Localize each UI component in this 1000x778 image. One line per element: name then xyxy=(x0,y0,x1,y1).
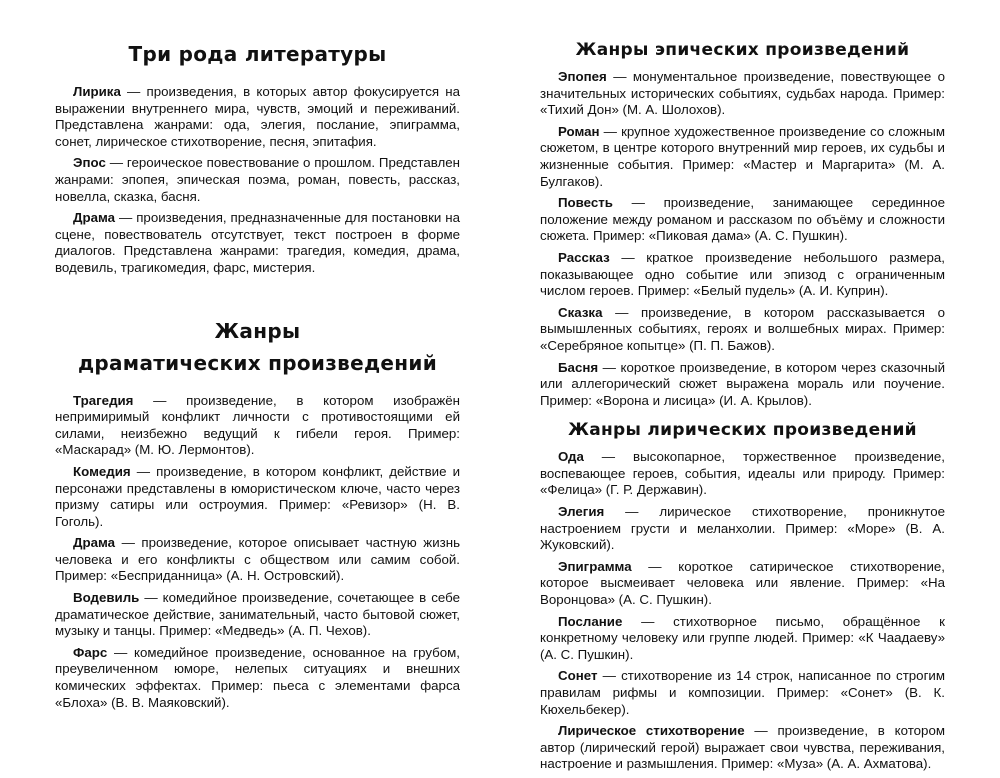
literature-genera-title: Три рода литературы xyxy=(128,42,387,66)
entry-term: Водевиль xyxy=(73,590,140,606)
lyric-genres-section xyxy=(540,449,945,773)
dramatic-genres-title-line2: драматических произведений xyxy=(77,350,438,375)
definition-entry xyxy=(540,250,945,300)
entry-term: Драма xyxy=(73,535,116,551)
entry-term: Комедия xyxy=(73,463,131,479)
entry-text: — героическое повествование о прошлом. Представлен жанрами: эпопея, эпическая поэма, роман, повесть, рассказ, новелла, сказка, басня. xyxy=(55,155,460,204)
lyric-genres-title: Жанры лирических произведений xyxy=(568,420,917,441)
entry-term: Лирическое стихотворение xyxy=(558,723,745,739)
definition-entry xyxy=(540,668,945,718)
entry-term: Фарс xyxy=(73,644,108,660)
left-page xyxy=(55,0,460,716)
epic-genres-title: Жанры эпических произведений xyxy=(575,40,910,60)
definition-entry xyxy=(540,124,945,190)
definition-entry xyxy=(540,360,945,410)
definition-entry xyxy=(55,393,460,459)
entry-text: — краткое произведение небольшого размера, показывающее одно событие или эпизод с ограниченным числом героев. Пример: «Белый пудель» (А. И. Куприн). xyxy=(540,249,945,299)
definition-entry xyxy=(540,723,945,773)
definition-entry xyxy=(55,464,460,530)
definition-entry xyxy=(55,535,460,585)
entry-term: Элегия xyxy=(558,504,605,520)
definition-entry xyxy=(55,210,460,276)
definition-entry xyxy=(540,69,945,119)
definition-entry xyxy=(540,305,945,355)
entry-text: — произведение, в котором автор (лирический герой) выражает свои чувства, переживания, настроение и размышления. Пример: «Муза» (А. А. Ахматова). xyxy=(540,723,945,772)
entry-term: Сказка xyxy=(558,304,603,320)
definition-entry xyxy=(540,559,945,609)
entry-text: — высокопарное, торжественное произведение, воспевающее героев, события, идеалы или природу. Пример: «Фелица» (Г. Р. Державин). xyxy=(540,449,945,498)
definition-entry xyxy=(540,614,945,664)
entry-text: — произведение, в котором изображён непримиримый конфликт личности с противостоящими ей силами, неизбежно ведущий к гибели героя. Пример: «Маскарад» (М. Ю. Лермонтов). xyxy=(55,392,460,458)
entry-term: Эпос xyxy=(73,155,106,171)
entry-text: — короткое произведение, в котором через сказочный или аллегорический сюжет выражена мораль или поучение. Пример: «Ворона и лисица» (И. А. Крылов). xyxy=(540,359,945,408)
definition-entry xyxy=(540,195,945,245)
entry-term: Роман xyxy=(558,123,600,139)
dramatic-genres-section xyxy=(55,393,460,712)
entry-term: Рассказ xyxy=(558,249,610,265)
entry-text: — лирическое стихотворение, проникнутое настроением грусти и меланхолии. Пример: «Море» (В. А. Жуковский). xyxy=(540,504,945,553)
entry-text: — произведение, в котором конфликт, действие и персонажи представлены в юмористическом ключе, часто через призму сатиры или остроумия. Пример: «Ревизор» (Н. В. Гоголь). xyxy=(55,463,460,529)
entry-text: — крупное художественное произведение со сложным сюжетом, в центре которого внутренний мир героев, их судьбы и жизненные события. Пример: «Мастер и Маргарита» (М. А. Булгаков). xyxy=(540,123,945,189)
entry-text: — стихотворное письмо, обращённое к конкретному человеку или группе людей. Пример: «К Чаадаеву» (А. С. Пушкин). xyxy=(540,613,945,662)
entry-text: — произведение, в котором рассказывается о вымышленных событиях, героях и волшебных мирах. Пример: «Серебряное копытце» (П. П. Бажов). xyxy=(540,304,945,353)
definition-entry xyxy=(540,504,945,554)
entry-text: — монументальное произведение, повествующее о значительных исторических событиях, судьбах народа. Пример: «Тихий Дон» (М. А. Шолохов). xyxy=(540,69,945,118)
genera-section xyxy=(55,84,460,277)
entry-text: — произведение, занимающее серединное положение между романом и рассказом по объёму и сложности сюжета. Пример: «Пиковая дама» (А. С. Пушкин). xyxy=(540,195,945,244)
entry-text: — комедийное произведение, сочетающее в себе драматическое действие, занимательный, часто бытовой сюжет, музыку и танцы. Пример: «Медведь» (А. П. Чехов). xyxy=(55,590,460,639)
entry-text: — произведение, которое описывает частную жизнь человека и его конфликты с обществом или самим собой. Пример: «Бесприданница» (А. Н. Островский). xyxy=(55,535,460,584)
epic-genres-section xyxy=(540,69,945,409)
entry-term: Ода xyxy=(558,449,584,465)
entry-term: Трагедия xyxy=(73,392,134,408)
entry-text: — произведения, в которых автор фокусируется на выражении внутреннего мира, чувств, эмоций и переживаний. Представлена жанрами: ода, элегия, послание, эпиграмма, сонет, лирическое стихотворение, песня, эпитафия. xyxy=(55,84,460,149)
entry-term: Эпиграмма xyxy=(558,558,632,574)
definition-entry xyxy=(55,590,460,640)
entry-text: — стихотворение из 14 строк, написанное по строгим правилам рифмы и композиции. Пример: «Сонет» (В. К. Кюхельбекер). xyxy=(540,668,945,717)
entry-text: — короткое сатирическое стихотворение, которое высмеивает человека или явление. Пример: «На Воронцова» (А. С. Пушкин). xyxy=(540,558,945,608)
definition-entry xyxy=(55,155,460,205)
right-page xyxy=(540,0,945,778)
entry-term: Басня xyxy=(558,359,599,375)
definition-entry xyxy=(55,84,460,150)
entry-term: Драма xyxy=(73,210,116,226)
entry-term: Эпопея xyxy=(558,69,607,84)
entry-term: Повесть xyxy=(558,195,613,211)
entry-term: Послание xyxy=(558,613,623,629)
dramatic-genres-title-line1: Жанры xyxy=(214,318,301,343)
definition-entry xyxy=(540,449,945,499)
definition-entry xyxy=(55,645,460,711)
entry-text: — комедийное произведение, основанное на грубом, преувеличенном юморе, нелепых ситуациях и внешних комических эффектах. Пример: пьеса с элементами фарса «Блоха» (В. В. Маяковский). xyxy=(55,644,460,710)
entry-term: Лирика xyxy=(73,84,121,99)
entry-term: Сонет xyxy=(558,668,598,684)
entry-text: — произведения, предназначенные для постановки на сцене, повествователь отсутствует, текст построен в форме диалогов. Представлена жанрами: трагедия, комедия, драма, водевиль, трагикомедия, фарс, мистерия. xyxy=(55,210,460,275)
